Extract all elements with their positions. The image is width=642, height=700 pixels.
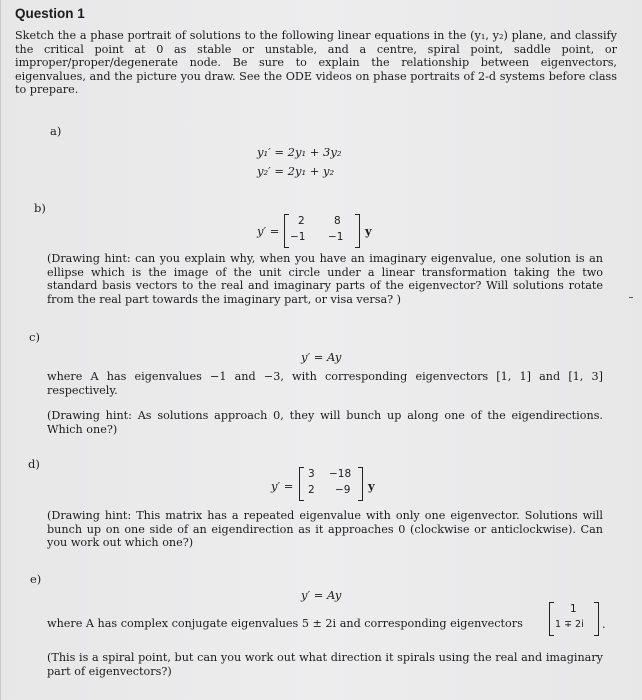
part-d-label: d) bbox=[28, 457, 40, 471]
part-c-equation: y′ = Ay bbox=[301, 350, 342, 364]
vector-cell: 1 ∓ 2i bbox=[555, 619, 584, 630]
part-e-equation: y′ = Ay bbox=[301, 588, 342, 602]
matrix-right-bracket bbox=[358, 467, 363, 501]
part-c-label: c) bbox=[29, 330, 40, 344]
part-d-hint: (Drawing hint: This matrix has a repeated eigenvalue with only one eigenvector. Solutions will bunch up on one side of an eigendirection as it approaches 0 (clockwise or anticlockwise). Can you work out which one?) bbox=[47, 509, 603, 550]
part-a-equation-2: y₂′ = 2y₁ + y₂ bbox=[257, 164, 335, 178]
vector-right-bracket bbox=[594, 602, 599, 636]
part-d-vector-y: y bbox=[368, 479, 375, 493]
vector-left-bracket bbox=[549, 602, 554, 636]
part-e-label: e) bbox=[30, 572, 42, 586]
part-b-lhs: y′ = bbox=[257, 224, 280, 238]
question-intro: Sketch the a phase portrait of solutions to the following linear equations in the (y₁, y₂) plane, and classify the critical point at 0 as stable or unstable, and a centre, spiral point, saddle point, or improper/proper/degenerate node. Be sure to explain the relationship between eigenvectors, eigenvalues, and the picture you draw. See the ODE videos on phase portraits of 2-d systems before class to prepare. bbox=[15, 29, 617, 97]
margin-dash bbox=[629, 297, 633, 298]
vector-cell: 1 bbox=[570, 603, 577, 615]
part-b-matrix bbox=[284, 214, 360, 246]
matrix-cell: −1 bbox=[290, 231, 306, 243]
part-e-text: where A has complex conjugate eigenvalues 5 ± 2i and corresponding eigenvectors bbox=[47, 617, 523, 630]
matrix-cell: 8 bbox=[334, 215, 341, 227]
part-e-eigenvector bbox=[549, 602, 599, 634]
matrix-cell: −1 bbox=[328, 231, 344, 243]
matrix-cell: 2 bbox=[308, 484, 315, 496]
part-b-label: b) bbox=[34, 201, 46, 215]
matrix-cell: 2 bbox=[298, 215, 305, 227]
matrix-cell: −9 bbox=[335, 484, 351, 496]
matrix-left-bracket bbox=[284, 214, 289, 248]
part-c-text: where A has eigenvalues −1 and −3, with corresponding eigenvectors [1, 1] and [1, 3] respectively. bbox=[47, 370, 603, 397]
part-a-equation-1: y₁′ = 2y₁ + 3y₂ bbox=[257, 145, 342, 159]
matrix-left-bracket bbox=[299, 467, 304, 501]
part-e-period: . bbox=[602, 617, 606, 631]
matrix-cell: 3 bbox=[308, 468, 315, 480]
part-c-hint: (Drawing hint: As solutions approach 0, they will bunch up along one of the eigendirections. Which one?) bbox=[47, 409, 603, 436]
part-d-lhs: y′ = bbox=[271, 479, 294, 493]
matrix-cell: −18 bbox=[329, 468, 352, 480]
matrix-right-bracket bbox=[355, 214, 360, 248]
part-b-hint: (Drawing hint: can you explain why, when you have an imaginary eigenvalue, one solution is an ellipse which is the image of the unit circle under a linear transformation taking the two standard basis vectors to the real and imaginary parts of the eigenvector? Will solutions rotate from the real part towards the imaginary part, or visa versa? ) bbox=[47, 252, 603, 306]
part-e-hint: (This is a spiral point, but can you work out what direction it spirals using the real and imaginary part of eigenvectors?) bbox=[47, 651, 603, 678]
part-d-matrix bbox=[299, 467, 363, 499]
part-a-label: a) bbox=[50, 124, 62, 138]
part-b-vector-y: y bbox=[365, 224, 372, 238]
question-title: Question 1 bbox=[15, 6, 85, 21]
